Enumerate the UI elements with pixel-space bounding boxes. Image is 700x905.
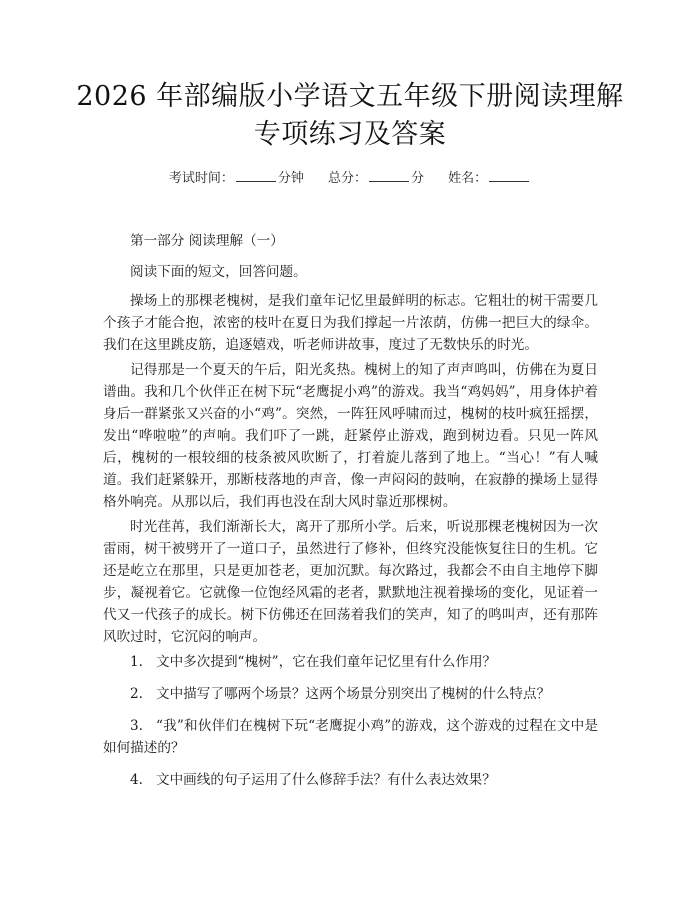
question-text: 文中画线的句子运用了什么修辞手法？有什么表达效果？ [155,772,496,788]
question-number: 3. [130,718,143,734]
question-number: 4. [130,772,143,788]
question-number: 1. [130,654,143,670]
question-number: 2. [130,686,143,702]
paragraph-2: 记得那是一个夏天的午后，阳光炙热。槐树上的知了声声鸣叫，仿佛在为夏日谱曲。我和几个伙伴正在树下玩“老鹰捉小鸡”的游戏。我当“鸡妈妈”，用身体护着身后一群紧张又兴奋的小“鸡”。突然，一阵狂风呼啸而过，槐树的枝叶疯狂摇摆，发出“哗啦啦”的声响。我们吓了一跳，赶紧停止游戏，跑到树边看。只见一阵风后，槐树的一根较细的枝条被风吹断了，打着旋儿落到了地上。“当心！”有人喊道。我们赶紧躲开，那断枝落地的声音，像一声闷闷的鼓响，在寂静的操场上显得格外响亮。从那以后，我们再也没在刮大风时靠近那棵树。 [103,362,598,510]
question-4 [103,769,598,791]
exam-score-blank [369,168,409,182]
exam-score-label: 总分： [327,171,367,186]
document-title-line-2: 专项练习及答案 [253,119,447,150]
question-2 [103,683,598,705]
exam-time-unit: 分钟 [277,171,304,186]
question-text: 文中多次提到“槐树”，它在我们童年记忆里有什么作用？ [155,654,497,670]
section-title: 第一部分 阅读理解（一） [130,233,284,249]
document-title-line-1: 2026 年部编版小学语文五年级下册阅读理解 [76,81,624,112]
exam-name [448,171,531,186]
instruction-text: 阅读下面的短文，回答问题。 [130,264,307,280]
question-text: 文中描写了哪两个场景？这两个场景分别突出了槐树的什么特点？ [155,686,551,702]
paragraph-1: 操场上的那棵老槐树，是我们童年记忆里最鲜明的标志。它粗壮的树干需要几个孩子才能合抱，浓密的枝叶在夏日为我们撑起一片浓荫，仿佛一把巨大的绿伞。我们在这里跳皮筋，追逐嬉戏，听老师讲故事，度过了无数快乐的时光。 [103,293,598,353]
exam-time-blank [236,168,276,182]
question-1 [103,651,598,673]
exam-score-unit: 分 [411,171,425,186]
exam-name-label: 姓名： [448,171,488,186]
question-3 [103,715,598,759]
paragraph-3: 时光荏苒，我们渐渐长大，离开了那所小学。后来，听说那棵老槐树因为一次雷雨，树干被劈开了一道口子，虽然进行了修补，但终究没能恢复往日的生机。它还是屹立在那里，只是更加苍老，更加沉默。每次路过，我都会不由自主地停下脚步，凝视着它。它就像一位饱经风霜的老者，默默地注视着操场的变化，见证着一代又一代孩子的成长。树下仿佛还在回荡着我们的笑声，知了的鸣叫声，还有那阵风吹过时，它沉闷的响声。 [103,519,598,645]
exam-name-blank [489,168,529,182]
exam-time [169,171,304,186]
exam-info [0,168,700,189]
exam-score [328,171,424,186]
question-text: “我”和伙伴们在槐树下玩“老鹰捉小鸡”的游戏，这个游戏的过程在文中是如何描述的？ [103,718,598,756]
exam-time-label: 考试时间： [168,171,234,186]
